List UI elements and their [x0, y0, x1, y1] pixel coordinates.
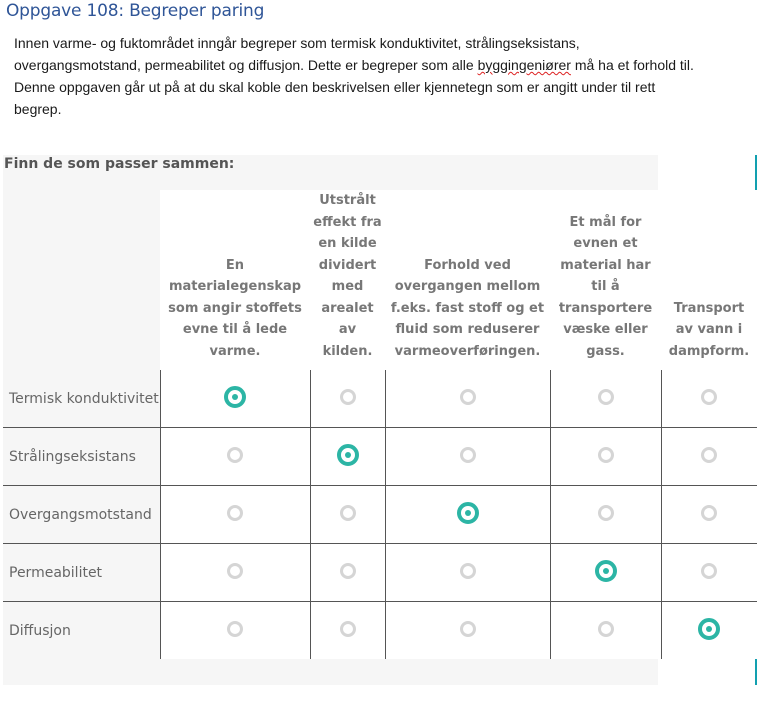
column-header: En materialegenskap som angir stoffets evne til å lede varme.: [160, 190, 310, 370]
column-header: Forhold ved overgangen mellom f.eks. fast stoff og et fluid som reduserer varmeoverføringen.: [385, 190, 550, 370]
intro-paragraph-2: Denne oppgaven går ut på at du skal koble den beskrivelsen eller kjennetegn som er angitt under til rett begrep.: [14, 79, 656, 117]
header-corner: [3, 190, 160, 370]
radio-button[interactable]: [598, 447, 614, 463]
grid-cell: [160, 602, 310, 660]
grid-cell: [385, 370, 550, 428]
radio-button[interactable]: [227, 621, 243, 637]
radio-button[interactable]: [701, 563, 717, 579]
grid-cell: [160, 370, 310, 428]
radio-button[interactable]: [340, 563, 356, 579]
radio-button[interactable]: [460, 447, 476, 463]
radio-button-selected[interactable]: [457, 502, 479, 524]
radio-button-selected[interactable]: [595, 560, 617, 582]
question-prompt: Finn de som passer sammen:: [4, 156, 235, 172]
row-label: Permeabilitet: [3, 544, 160, 602]
misspelled-word: byggingeniører: [477, 57, 571, 73]
matching-grid: [3, 190, 757, 659]
radio-button-selected[interactable]: [698, 618, 720, 640]
grid-cell: [310, 602, 385, 660]
grid-cell: [310, 486, 385, 544]
table-row: [3, 428, 757, 486]
intro-text: [14, 32, 704, 120]
table-row: [3, 370, 757, 428]
grid-cell: [661, 544, 757, 602]
page-title: Oppgave 108: Begreper paring: [6, 1, 265, 21]
grid-cell: [385, 602, 550, 660]
radio-button-selected[interactable]: [337, 444, 359, 466]
grid-cell: [661, 602, 757, 660]
radio-button[interactable]: [598, 389, 614, 405]
table-row: [3, 486, 757, 544]
radio-button[interactable]: [460, 563, 476, 579]
grid-cell: [550, 486, 661, 544]
grid-cell: [160, 486, 310, 544]
grid-cell: [661, 370, 757, 428]
grid-cell: [385, 428, 550, 486]
grid-cell: [550, 544, 661, 602]
grid-cell: [160, 544, 310, 602]
radio-button[interactable]: [460, 621, 476, 637]
radio-button[interactable]: [227, 563, 243, 579]
radio-button[interactable]: [227, 505, 243, 521]
grid-cell: [310, 428, 385, 486]
radio-button[interactable]: [340, 389, 356, 405]
grid-cell: [385, 486, 550, 544]
column-header: Transport av vann i dampform.: [661, 190, 757, 370]
intro-paragraph-1: Innen varme- og fuktområdet inngår begreper som termisk konduktivitet, strålingseksistans, overgangsmotstand, permeabilitet og diffusjon. Dette er begreper som alle byggingeniører må ha et forhold til.: [14, 35, 694, 73]
grid-cell: [310, 544, 385, 602]
grid-cell: [661, 486, 757, 544]
column-header: Et mål for evnen et material har til å transportere væske eller gass.: [550, 190, 661, 370]
radio-button[interactable]: [598, 505, 614, 521]
grid-cell: [550, 428, 661, 486]
row-label: Strålingseksistans: [3, 428, 160, 486]
table-row: [3, 544, 757, 602]
radio-button[interactable]: [598, 621, 614, 637]
grid-cell: [160, 428, 310, 486]
table-row: [3, 602, 757, 660]
grid-cell: [385, 544, 550, 602]
grid-cell: [550, 602, 661, 660]
radio-button[interactable]: [227, 447, 243, 463]
grid-cell: [661, 428, 757, 486]
column-headers: [3, 190, 757, 370]
radio-button[interactable]: [701, 505, 717, 521]
grid-cell: [550, 370, 661, 428]
radio-button-selected[interactable]: [224, 386, 246, 408]
radio-button[interactable]: [701, 447, 717, 463]
radio-button[interactable]: [460, 389, 476, 405]
radio-button[interactable]: [701, 389, 717, 405]
column-header: Utstrålt effekt fra en kilde dividert med arealet av kilden.: [310, 190, 385, 370]
row-label: Overgangsmotstand: [3, 486, 160, 544]
radio-button[interactable]: [340, 621, 356, 637]
row-label: Termisk konduktivitet: [3, 370, 160, 428]
radio-button[interactable]: [340, 505, 356, 521]
row-label: Diffusjon: [3, 602, 160, 660]
grid-cell: [310, 370, 385, 428]
